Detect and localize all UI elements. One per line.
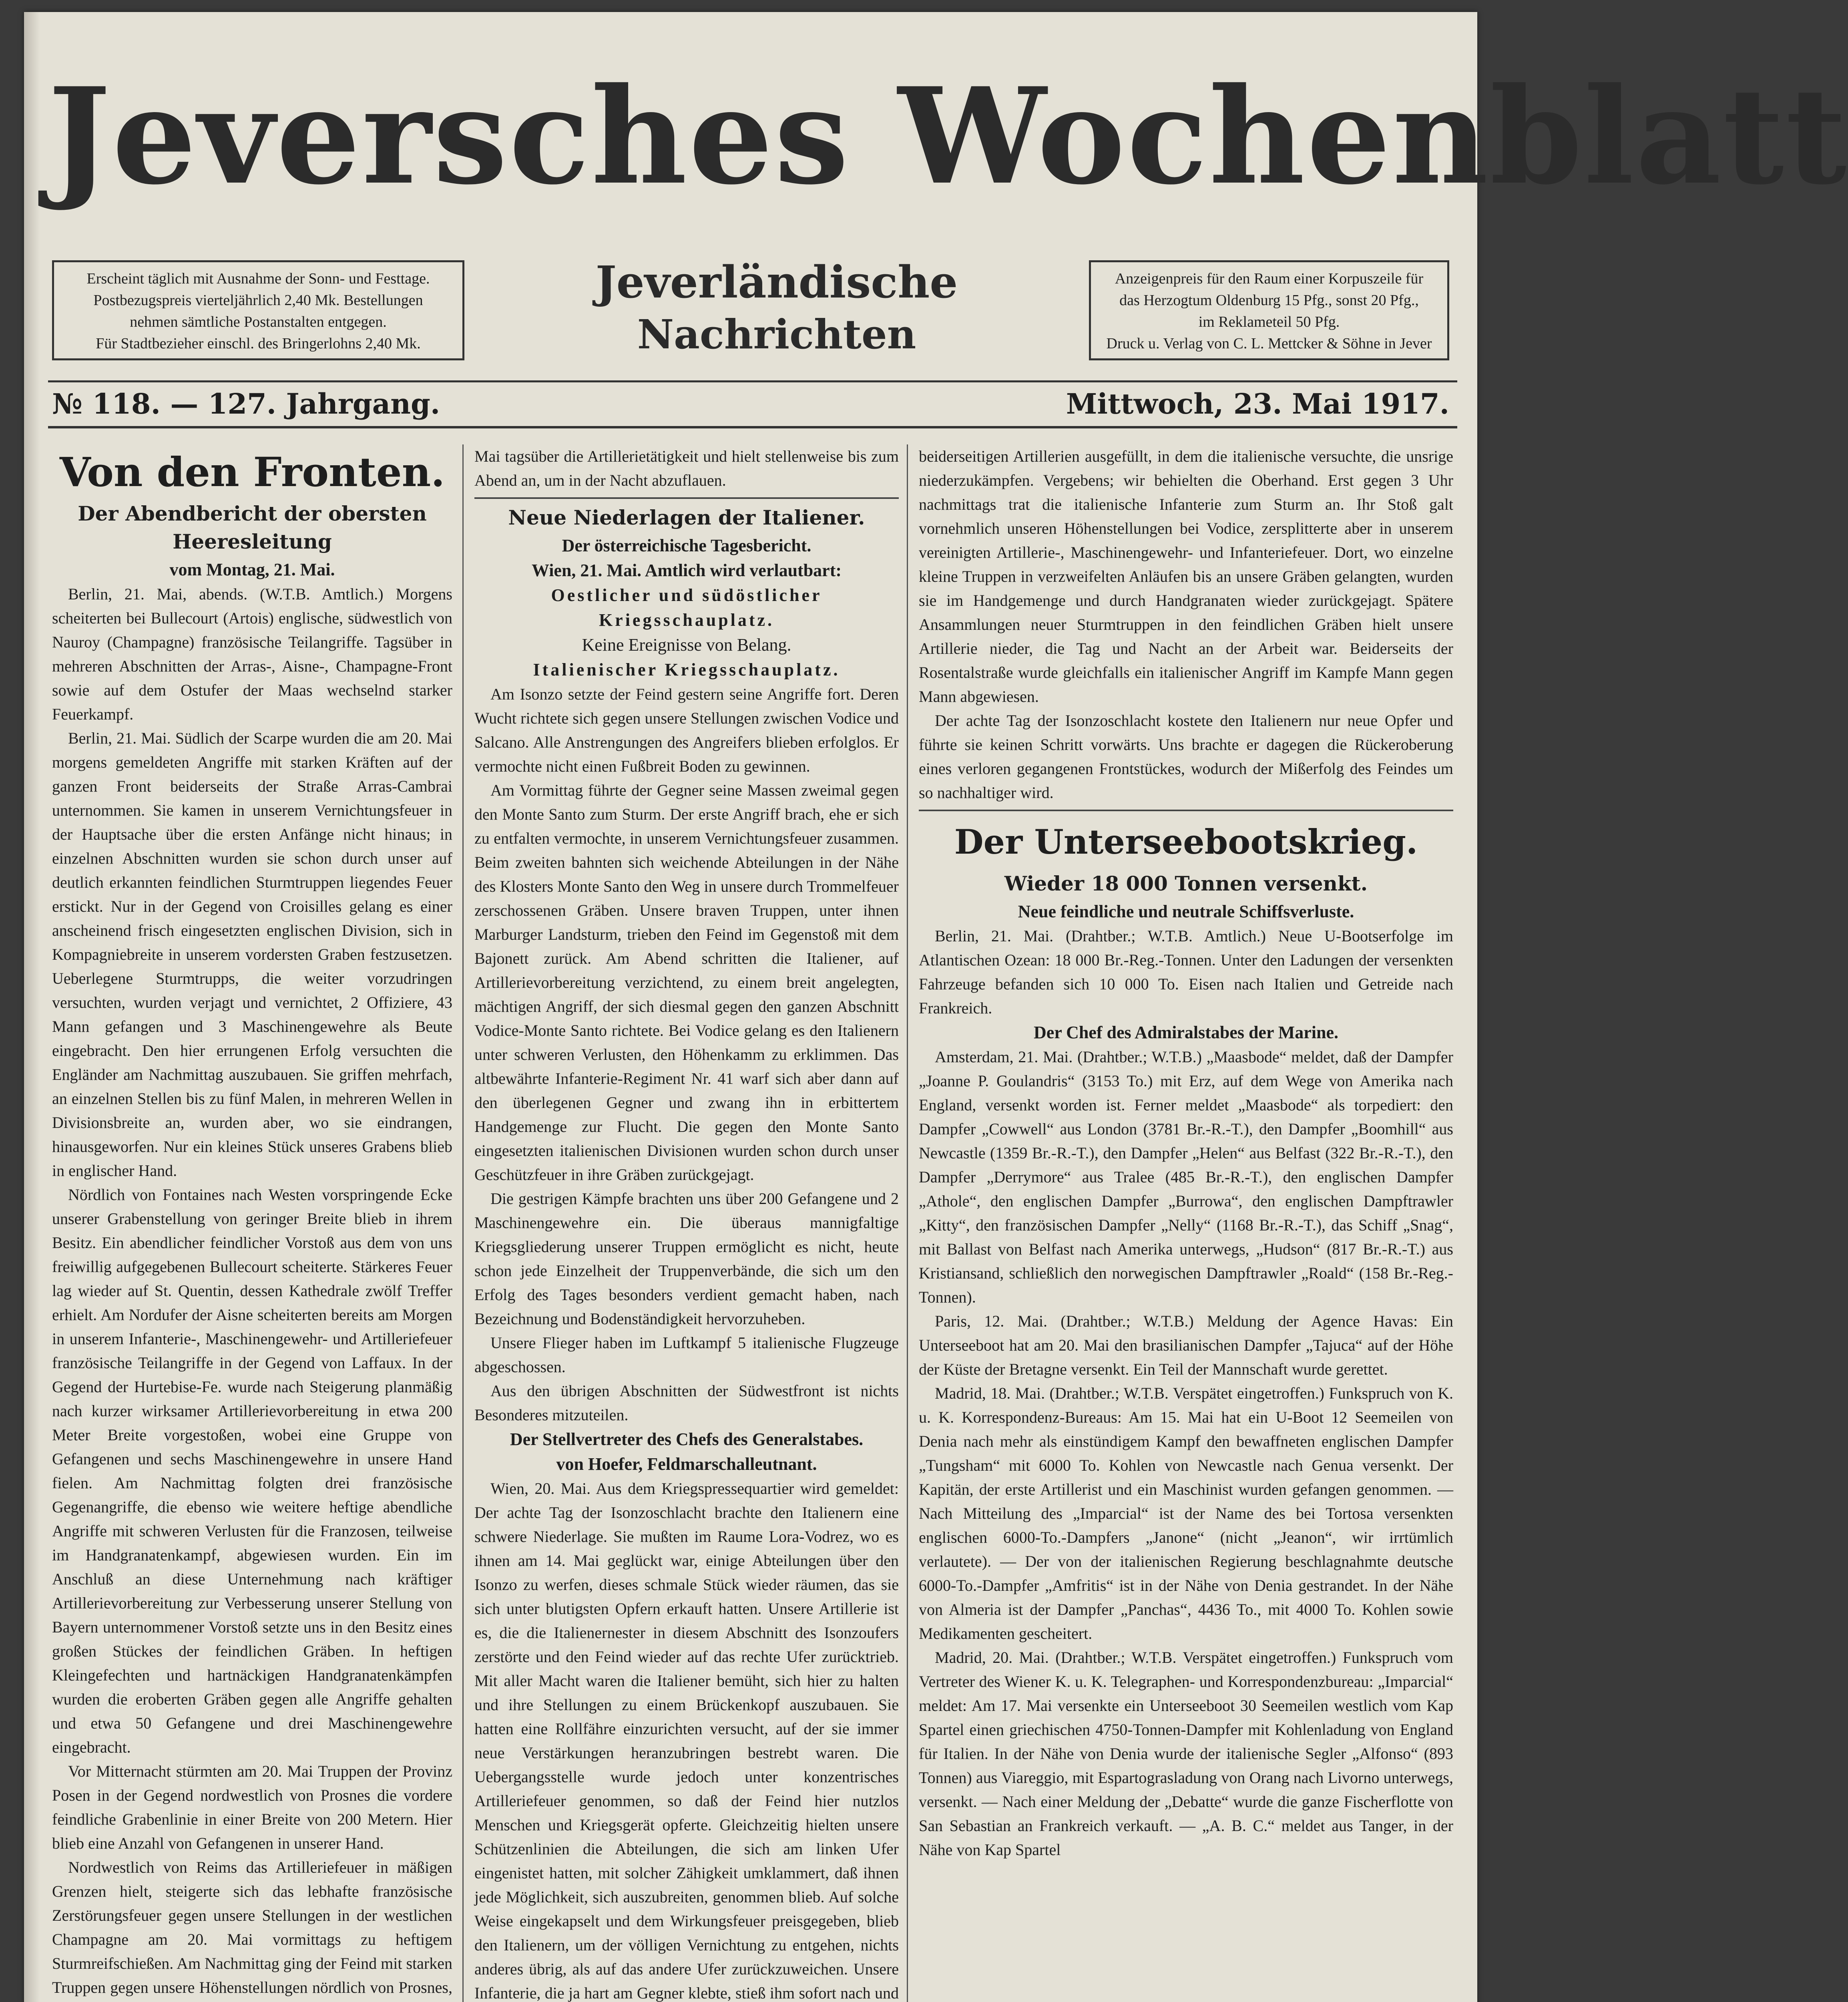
article-heading: Neue Niederlagen der Italiener. (508, 506, 865, 529)
article-heading: Von den Fronten. (59, 448, 445, 496)
column-3 (919, 444, 1453, 2002)
article-date-line: Wien, 21. Mai. Amtlich wird verlautbart: (532, 561, 842, 580)
column-rule (462, 444, 464, 2002)
paragraph: Am Isonzo setzte der Feind gestern seine Angriffe fort. Deren Wucht richtete sich gegen unsere Stellungen zwischen Vodice und Salcano. Alle Anstrengungen des Angreifers blieben erfolglos. Er vermochte nicht einen Fußbreit Boden zu gewinnen. (474, 685, 899, 775)
info-line: Postbezugspreis vierteljährlich 2,40 Mk. Bestellungen (93, 292, 423, 309)
theater-heading: Italienischer Kriegsschauplatz. (533, 660, 840, 679)
info-line: Druck u. Verlag von C. L. Mettcker & Söhne in Jever (1106, 335, 1432, 352)
theater-note: Keine Ereignisse von Belang. (582, 635, 791, 655)
article-date-line: vom Montag, 21. Mai. (169, 560, 335, 579)
paragraph: Nordwestlich von Reims das Artilleriefeuer in mäßigen Grenzen hielt, steigerte sich das lebhafte französische Zerstörungsfeuer gegen unsere Stellungen in der westlichen Champagne am 20. Mai vormittags zu heftigem Sturmreifschießen. Am Nachmittag ging der Feind mit starken Truppen gegen unsere Höhenstellungen nördlich von Prosnes, (52, 1858, 452, 1996)
paragraph: Madrid, 20. Mai. (Drahtber.; W.T.B. Verspätet eingetroffen.) Funkspruch vom Vertreter des Wiener K. u. K. Telegraphen- und Korrespondenzbureau: „Imparcial“ meldet: Am 17. Mai versenkte ein Unterseeboot 30 Seemeilen westlich vom Kap Spartel einen griechischen 4750-Tonnen-Dampfer mit Kohlenladung von England für Italien. In der Nähe von Denia wurde der italienische Segler „Alfonso“ (893 Tonnen) aus Viareggio, mit Espartograsladung von Orang nach Livorno unterwegs, versenkt. — Nach einer Meldung der „Debatte“ wurde die ganze Fischerflotte von San Sebastian an Frankreich verkauft. — „A. B. C.“ meldet aus Tanger, in der Nähe von Kap Spartel (919, 1648, 1453, 1859)
column-1 (52, 444, 452, 2002)
signature-line: Der Stellvertreter des Chefs des Generalstabes. (510, 1429, 864, 1449)
paragraph: Aus den übrigen Abschnitten der Südwestfront ist nichts Besonderes mitzuteilen. (474, 1382, 899, 1424)
column-2 (474, 444, 899, 2002)
paragraph: Madrid, 18. Mai. (Drahtber.; W.T.B. Verspätet eingetroffen.) Funkspruch von K. u. K. Korrespondenz-Bureaus: Am 15. Mai hat ein U-Boot 12 Seemeilen von Denia nach mehr als einstündigem Kampf den bewaffneten englischen Dampfer „Tungsham“ mit 6000 To. Kohlen von Newcastle nach Genua versenkt. Der Kapitän, der erste Artillerist und ein Maschinist wurden gefangen genommen. — Nach Mitteilung des „Imparcial“ ist der Name des bei Tortosa versenkten englischen 6000-To.-Dampfers „Janone“ (nicht „Jeanon“, wir irrtümlich verlautete). — Der von der italienischen Regierung beschlagnahmte deutsche 6000-To.-Dampfer „Amfritis“ ist in der Nähe von Denia gestrandet. In der Nähe von Almeria ist der Dampfer „Panchas“, 4436 To., mit 4000 To. Kohlen sowie Medikamenten gescheitert. (919, 1384, 1453, 1642)
subtitle-line-1: Jeverländische (595, 256, 958, 308)
article-subheading: Der österreichische Tagesbericht. (562, 536, 812, 555)
page-spine (24, 12, 40, 2002)
section-separator (919, 810, 1453, 811)
paragraph: Am Vormittag führte der Gegner seine Massen zweimal gegen den Monte Santo zum Sturm. Der erste Angriff brach, ehe er sich zu entfalten vermochte, in unserem Vernichtungsfeuer zusammen. Beim zweiten bahnten sich weichende Abteilungen in der Nähe des Klosters Monte Santo den Weg in unsere durch Trommelfeuer zerschossenen Gräben. Unsere braven Truppen, unter ihnen Marburger Landsturm, trieben den Feind im Gegenstoß mit dem Bajonett zurück. Am Abend schritten die Italiener, auf Artillerievorbereitung verzichtend, zu einem breit angelegten, mächtigen Angriff, der sich diesmal gegen den ganzen Abschnitt Vodice-Monte Santo richtete. Bei Vodice gelang es den Italienern unter schweren Verlusten, den Höhenkamm zu erklimmen. Das altbewährte Infanterie-Regiment Nr. 41 warf sich aber dann auf den überlegenen Gegner und zwang ihn in erbittertem Handgemenge zur Flucht. Die gegen den Monte Santo eingesetzten italienischen Divisionen wurden schon durch unser Geschützfeuer in ihre Gräben zurückgejagt. (474, 781, 899, 1184)
article-subheading: Der Abendbericht der obersten Heeresleitung (78, 502, 427, 553)
paragraph: Vor Mitternacht stürmten am 20. Mai Truppen der Provinz Posen in der Gegend nordwestlich von Prosnes die vordere feindliche Grabenlinie in einer Breite von 200 Metern. Hier blieb eine Anzahl von Gefangenen in unserer Hand. (52, 1762, 452, 1852)
paragraph: Berlin, 21. Mai. Südlich der Scarpe wurden die am 20. Mai morgens gemeldeten Angriffe mit starken Kräften auf der ganzen Front beiderseits der Straße Arras-Cambrai unternommen. Sie kamen in unserem Vernichtungsfeuer in der Hauptsache über die ersten Anfänge nicht hinaus; in einzelnen Abschnitten wurden sie schon durch unser auf deutlich erkannten feindlichen Sturmtruppen liegendes Feuer erstickt. Nur in der Gegend von Croisilles gelang es einer anscheinend frisch eingesetzten englischen Division, sich in Kompagniebreite in unserem vordersten Graben festzusetzen. Ueberlegene Sturmtrupps, die weiter vorzudringen versuchten, wurden verjagt und vernichtet, 2 Offiziere, 43 Mann gefangen und 3 Maschinengewehre als Beute eingebracht. Den hier errungenen Erfolg versuchten die Engländer am Nachmittag auszubauen. Sie griffen mehrfach, an einzelnen Stellen bis zu fünf Malen, in mehreren Wellen in Divisionsbreite an, wurden aber, wo sie eindrangen, hinausgeworfen. Nur ein kleines Stück unseres Grabens blieb in englischer Hand. (52, 729, 452, 1180)
info-line: Für Stadtbezieher einschl. des Bringerlohns 2,40 Mk. (96, 335, 421, 352)
section-separator (474, 497, 899, 499)
masthead-subtitle (496, 256, 1057, 360)
article-subheading: Wieder 18 000 Tonnen versenkt. (1004, 872, 1368, 895)
subscription-info-box (52, 260, 464, 360)
theater-heading: Oestlicher und südöstlicher Kriegsschauplatz. (551, 585, 822, 630)
article-heading: Der Unterseebootskrieg. (954, 822, 1418, 862)
paragraph: Nördlich von Fontaines nach Westen vorspringende Ecke unserer Grabenstellung von geringer Breite blieb in ihrem Besitz. Ein abendlicher feindlicher Vorstoß aus dem von uns freiwillig aufgegebenen Bullecourt scheiterte. Stärkeres Feuer lag wieder auf St. Quentin, dessen Kathedrale zwölf Treffer erhielt. Am Nordufer der Aisne scheiterten bereits am Morgen in unserem Infanterie-, Maschinengewehr- und Artilleriefeuer französische Teilangriffe in der Gegend von Laffaux. In der Gegend der Hurtebise-Fe. wurde nach Steigerung planmäßig nach kurzer wirksamer Artillerievorbereitung in etwa 200 Meter Breite vorgestoßen, wobei eine Gruppe von Gefangenen und sechs Maschinengewehre in unsere Hand fielen. Am Nachmittag folgten drei französische Gegenangriffe, die ebenso wie weitere heftige abendliche Angriffe mit schweren Verlusten für die Franzosen, teilweise im Handgranatenkampf, abgewiesen wurden. Ein im Anschluß an diese Unternehmung nach kräftiger Artillerievorbereitung zur Verbesserung unserer Stellung von Bayern unternommener Vorstoß setzte uns in den Besitz eines großen Stückes der feindlichen Gräben. In heftigen Kleingefechten und hartnäckigen Handgranatenkämpfen wurden die eroberten Gräben gegen alle Angriffe gehalten und etwa 50 Gefangene und drei Maschinengewehre eingebracht. (52, 1186, 452, 1756)
signature-line: von Hoefer, Feldmarschalleutnant. (556, 1454, 817, 1474)
advertising-info-box (1089, 260, 1449, 360)
paragraph: Der achte Tag der Isonzoschlacht kostete den Italienern nur neue Opfer und führte sie keinen Schritt vorwärts. Uns brachte er dagegen die Rückeroberung eines verloren gegangenen Frontstückes, wodurch der Mißerfolg des Feindes um so nachhaltiger wird. (919, 712, 1453, 802)
paragraph: Paris, 12. Mai. (Drahtber.; W.T.B.) Meldung der Agence Havas: Ein Unterseeboot hat am 20. Mai den brasilianischen Dampfer „Tajuca“ auf der Höhe der Küste der Bretagne versenkt. Ein Teil der Mannschaft wurde gerettet. (919, 1312, 1453, 1378)
subtitle-line-2: Nachrichten (637, 311, 916, 358)
signature-line: Der Chef des Admiralstabes der Marine. (1034, 1023, 1338, 1042)
issue-bar (48, 380, 1457, 428)
info-line: das Herzogtum Oldenburg 15 Pfg., sonst 20 Pfg., (1119, 292, 1419, 309)
paragraph: Mai tagsüber die Artillerietätigkeit und hielt stellenweise bis zum Abend an, um in der Nacht abzuflauen. (474, 447, 899, 489)
paragraph: Amsterdam, 21. Mai. (Drahtber.; W.T.B.) „Maasbode“ meldet, daß der Dampfer „Joanne P. Goulandris“ (3153 To.) mit Erz, auf dem Wege von Amerika nach England, versenkt worden ist. Ferner meldet „Maasbode“ als torpediert: den Dampfer „Cowwell“ aus London (3781 Br.-R.-T.), den Dampfer „Boomhill“ aus Newcastle (1359 Br.-R.-T.), den Dampfer „Helen“ aus Belfast (322 Br.-R.-T.), den Dampfer „Derrymore“ aus Tralee (485 Br.-R.-T.), den englischen Dampfer „Athole“, den englischen Dampfer „Burrowa“, den englischen Dampftrawler „Kitty“, den französischen Dampfer „Nelly“ (1168 Br.-R.-T.), das Schiff „Snag“, mit Ballast von Belfast nach Amerika unterwegs, „Hudson“ (817 Br.-R.-T.) aus Kristiansand, schließlich den norwegischen Dampftrawler „Roald“ (158 Br.-Reg.-Tonnen). (919, 1048, 1453, 1306)
info-line: nehmen sämtliche Postanstalten entgegen. (130, 314, 387, 330)
masthead-title: Jeversches Wochenblatt (48, 58, 1848, 214)
info-line: im Reklameteil 50 Pfg. (1198, 314, 1340, 330)
article-subheading: Neue feindliche und neutrale Schiffsverluste. (1018, 902, 1354, 921)
issue-date: Mittwoch, 23. Mai 1917. (1066, 387, 1449, 420)
info-line: Erscheint täglich mit Ausnahme der Sonn- und Festtage. (86, 270, 430, 287)
paragraph: Die gestrigen Kämpfe brachten uns über 200 Gefangene und 2 Maschinengewehre ein. Die überaus mannigfaltige Kriegsgliederung unserer Truppen ermöglicht es nicht, heute schon jede Einzelheit der Truppenverbände, die sich um den Erfolg des Tages besonders verdient gemacht haben, nach Bezeichnung und Bodenständigkeit hervorzuheben. (474, 1190, 899, 1328)
info-line: Anzeigenpreis für den Raum einer Korpuszeile für (1115, 270, 1424, 287)
newspaper-page (24, 12, 1848, 2002)
paragraph: Wien, 20. Mai. Aus dem Kriegspressequartier wird gemeldet: Der achte Tag der Isonzoschlacht brachte den Italienern eine schwere Niederlage. Sie mußten im Raume Lora-Vodrez, wo es ihnen am 14. Mai geglückt war, einige Abteilungen über den Isonzo zu werfen, dieses schmale Stück wieder räumen, das sie sich unter blutigsten Opfern erkauft hatten. Unsere Artillerie ist es, die die Italienernester in diesem Abschnitt des Isonzoufers zerstörte und den Feind wieder auf das rechte Ufer zurücktrieb. Mit aller Macht waren die Italiener bemüht, sich hier zu halten und ihre Stellungen zu einem Brückenkopf auszubauen. Sie hatten eine Rollfähre einzurichten versucht, auf der sie immer neue Verstärkungen heranzubringen bestrebt waren. Die Uebergangsstelle wurde jedoch unter konzentrisches Artilleriefeuer genommen, so daß der Feind hier nutzlos Menschen und Kriegsgerät opferte. Gleichzeitig hielten unsere Schützenlinien die Abteilungen, die sich am linken Ufer eingenistet hatten, mit solcher Zähigkeit umklammert, daß ihnen jede Möglichkeit, sich auszubreiten, genommen blieb. Auf solche Weise eingekapselt und dem Wirkungsfeuer preisgegeben, blieb den Italienern, um der völligen Vernichtung zu entgehen, nichts anderes übrig, als auf das andere Ufer zurückzuweichen. Unsere Infanterie, die ja hart am Gegner klebte, stieß ihm sofort nach und (474, 1479, 899, 2002)
paragraph: Unsere Flieger haben im Luftkampf 5 italienische Flugzeuge abgeschossen. (474, 1334, 899, 1376)
paragraph: Berlin, 21. Mai. (Drahtber.; W.T.B. Amtlich.) Neue U-Bootserfolge im Atlantischen Ozean: 18 000 Br.-Reg.-Tonnen. Unter den Ladungen der versenkten Fahrzeuge befanden sich 10 000 To. Eisen nach Italien und Getreide nach Frankreich. (919, 927, 1453, 1017)
paragraph: Berlin, 21. Mai, abends. (W.T.B. Amtlich.) Morgens scheiterten bei Bullecourt (Artois) englische, südwestlich von Nauroy (Champagne) französische Teilangriffe. Tagsüber in mehreren Abschnitten der Arras-, Aisne-, Champagne-Front sowie auf dem Ostufer der Maas wechselnd starker Feuerkampf. (52, 585, 452, 723)
column-rule (907, 444, 908, 2002)
paragraph: beiderseitigen Artillerien ausgefüllt, in dem die italienische versuchte, die unsrige niederzukämpfen. Vergebens; wir behielten die Oberhand. Erst gegen 3 Uhr nachmittags trat die italienische Infanterie zum Sturm an. Ihr Stoß galt vornehmlich unseren Höhenstellungen bei Vodice, zersplitterte aber in unserem vereinigten Artillerie-, Maschinengewehr- und Infanteriefeuer. Dort, wo einzelne kleine Truppen in verzweifelten Anläufen bis an unsere Gräben gelangten, wurden sie im Handgemenge und durch Handgranaten wieder zurückgejagt. Spätere Ansammlungen neuer Sturmtruppen in den feindlichen Gräben hielt unsere Artillerie nieder, die Tag und Nacht an der Arbeit war. Beiderseits der Rosentalstraße wurde gleichfalls ein italienischer Angriff im Kampfe Mann gegen Mann abgewiesen. (919, 447, 1453, 706)
issue-number: № 118. — 127. Jahrgang. (52, 387, 440, 420)
